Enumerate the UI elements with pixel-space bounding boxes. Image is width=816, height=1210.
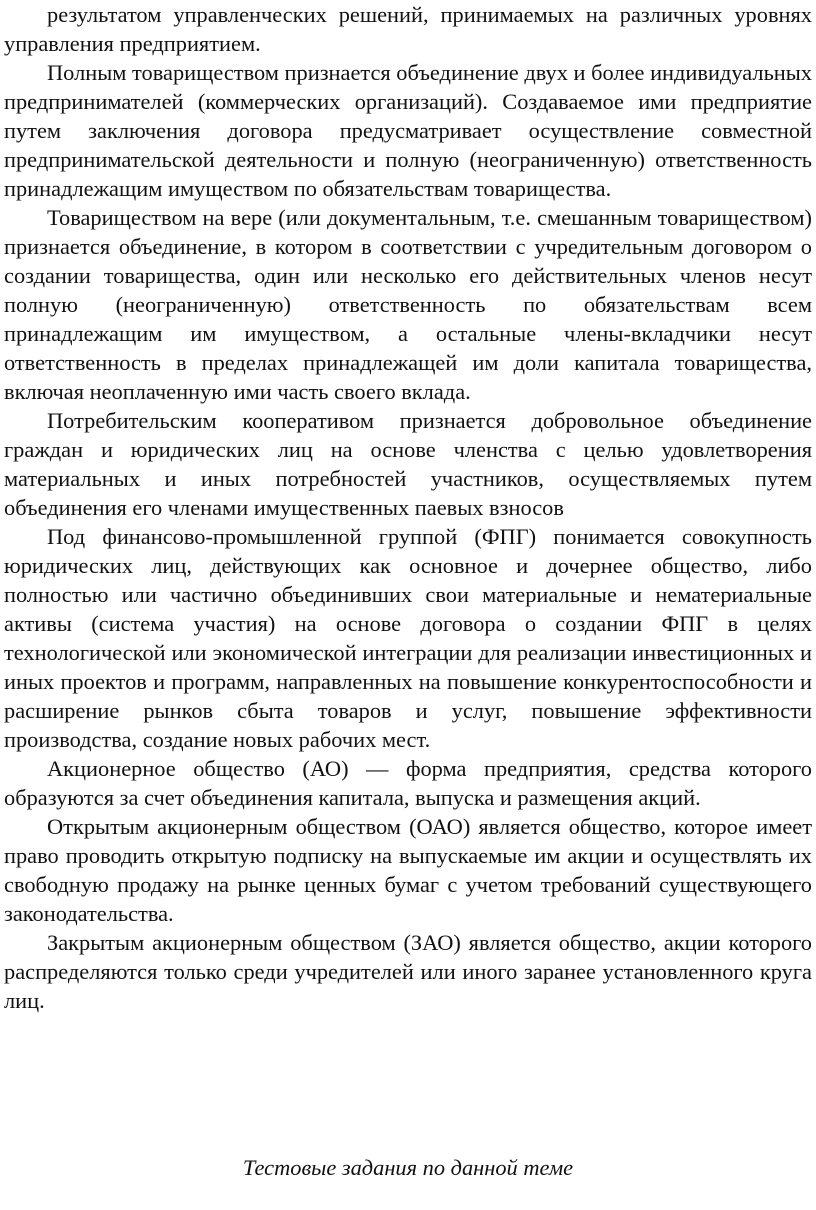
paragraph-consumer-cooperative: Потребительским кооперативом признается добровольное объединение граждан и юридических лиц на основе членства с целью удовлетворения материальных и иных потребностей участников, осуществляемых путем объединения его членами имущественных паевых взносов [4,408,812,520]
test-tasks-heading: Тестовые задания по данной теме [242,1155,574,1180]
paragraph-closed-joint-stock-company: Закрытым акционерным обществом (ЗАО) является общество, акции которого распределяются только среди учредителей или иного заранее установленного круга лиц. [4,930,812,1013]
paragraph-limited-partnership: Товариществом на вере (или документальным, т.е. смешанным товариществом) признается объединение, в котором в соответствии с учредительным договором о создании товарищества, один или несколько его действительных членов несут полную (неограниченную) ответственность по обязательствам всем принадлежащим им имуществом, а остальные члены-вкладчики несут ответственность в пределах принадлежащей им доли капитала товарищества, включая неоплаченную ими часть своего вклада. [4,205,812,404]
paragraph-continuation: результатом управленческих решений, принимаемых на различных уровнях управления предприятием. [4,2,812,56]
paragraph-financial-industrial-group: Под финансово-промышленной группой (ФПГ) понимается совокупность юридических лиц, действующих как основное и дочернее общество, либо полностью или частично объединивших свои материальные и нематериальные активы (система участия) на основе договора о создании ФПГ в целях технологической или экономической интеграции для реализации инвестиционных и иных проектов и программ, направленных на повышение конкурентоспособности и расширение рынков сбыта товаров и услуг, повышение эффективности производства, создание новых рабочих мест. [4,524,812,752]
paragraph-full-partnership: Полным товариществом признается объединение двух и более индивидуальных предпринимателей (коммерческих организаций). Создаваемое ими предприятие путем заключения договора предусматривает осуществление совместной предпринимательской деятельности и полную (неограниченную) ответственность принадлежащим имуществом по обязательствам товарищества. [4,60,812,201]
paragraph-open-joint-stock-company: Открытым акционерным обществом (ОАО) является общество, которое имеет право проводить открытую подписку на выпускаемые им акции и осуществлять их свободную продажу на рынке ценных бумаг с учетом требований существующего законодательства. [4,814,812,926]
paragraph-joint-stock-company: Акционерное общество (АО) — форма предприятия, средства которого образуются за счет объединения капитала, выпуска и размещения акций. [4,756,812,810]
